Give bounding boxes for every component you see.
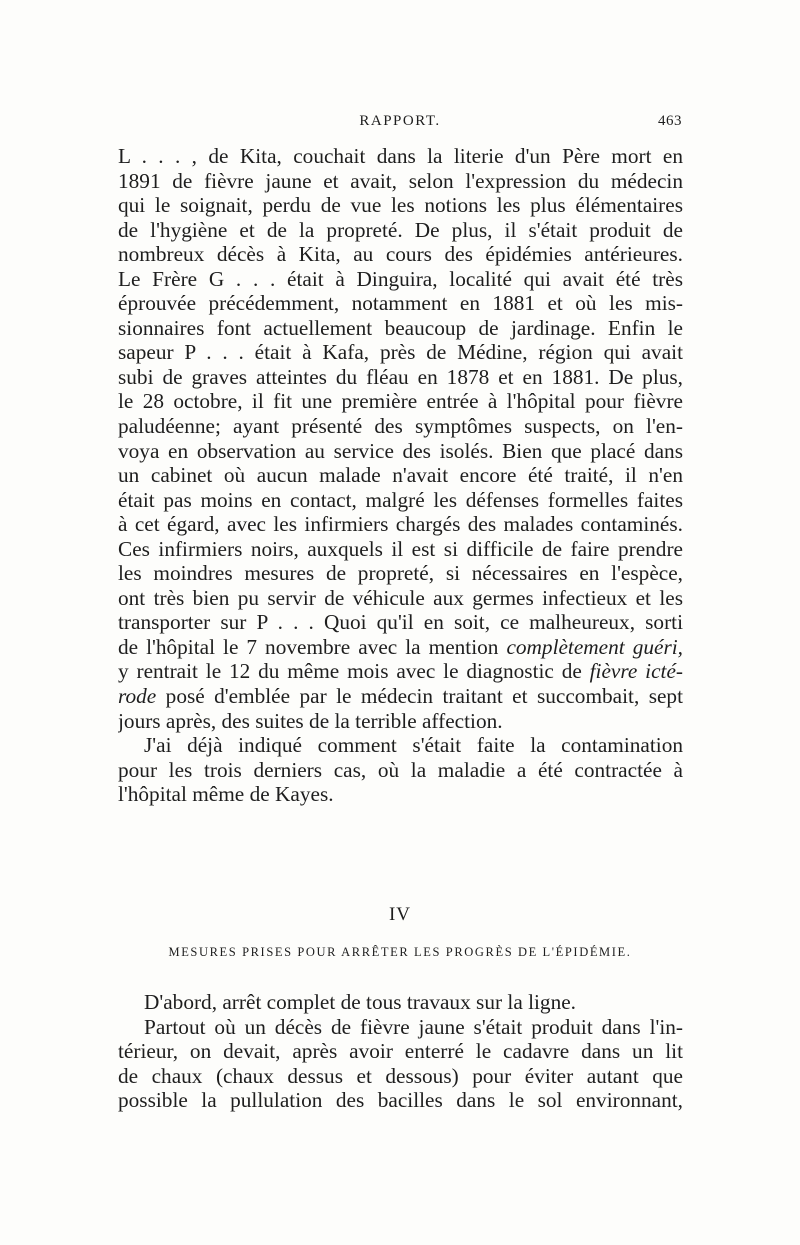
page-number: 463 [658, 113, 682, 129]
text-line: de l'hygiène et de la propreté. De plus, il s'était produit de [118, 217, 683, 242]
text-line: Partout où un décès de fièvre jaune s'était produit dans l'in- [144, 1014, 683, 1039]
text-line [118, 684, 683, 709]
italic-phrase: complètement guéri, [506, 634, 683, 659]
text-line: possible la pullulation des bacilles dans le sol environnant, [118, 1088, 683, 1113]
section-title: MESURES PRISES POUR ARRÊTER LES PROGRÈS DE L'ÉPIDÉMIE. [168, 945, 632, 959]
text-line: qui le soignait, perdu de vue les notions les plus élémentaires [118, 193, 683, 218]
text-line: 1891 de fièvre jaune et avait, selon l'expression du médecin [118, 168, 683, 193]
text-line: le 28 octobre, il fit une première entrée à l'hôpital pour fièvre [118, 389, 683, 414]
text-line: térieur, on devait, après avoir enterré le cadavre dans un lit [118, 1039, 683, 1064]
text-line: Ces infirmiers noirs, auxquels il est si difficile de faire prendre [118, 536, 683, 561]
text-line: l'hôpital même de Kayes. [118, 782, 334, 807]
text-line: transporter sur P . . . Quoi qu'il en soit, ce malheureux, sorti [118, 610, 683, 635]
paragraph-3 [118, 990, 683, 1015]
running-title: RAPPORT. [359, 113, 441, 129]
italic-phrase: fièvre icté- [589, 659, 683, 684]
text-run: y rentrait le 12 du même mois avec le diagnostic de [118, 659, 590, 684]
text-line: à cet égard, avec les infirmiers chargés des malades contaminés. [118, 512, 683, 537]
text-line: sionnaires font actuellement beaucoup de jardinage. Enfin le [118, 315, 683, 340]
section-number: IV [388, 904, 412, 925]
text-line: J'ai déjà indiqué comment s'était faite la contamination [144, 733, 683, 758]
text-line: jours après, des suites de la terrible affection. [118, 708, 503, 733]
text-line: pour les trois derniers cas, où la maladie a été contractée à [118, 757, 683, 782]
text-line: nombreux décès à Kita, au cours des épidémies antérieures. [118, 242, 683, 267]
text-line: de chaux (chaux dessus et dessous) pour éviter autant que [118, 1063, 683, 1088]
paragraph-2 [118, 733, 683, 807]
text-line: subi de graves atteintes du fléau en 1878 et en 1881. De plus, [118, 364, 683, 389]
main-text-block [118, 144, 683, 807]
text-line: paludéenne; ayant présenté des symptômes suspects, on l'en- [118, 414, 683, 439]
text-line: les moindres mesures de propreté, si nécessaires en l'espèce, [118, 561, 683, 586]
text-line [118, 635, 683, 660]
text-line: ont très bien pu servir de véhicule aux germes infectieux et les [118, 585, 683, 610]
text-line: D'abord, arrêt complet de tous travaux sur la ligne. [144, 990, 577, 1014]
italic-phrase: rode [118, 684, 157, 709]
text-line: L . . . , de Kita, couchait dans la literie d'un Père mort en [118, 144, 683, 168]
running-head [0, 113, 800, 137]
section-text-block [118, 990, 683, 1113]
paragraph-4 [118, 1015, 683, 1113]
text-line: éprouvée précédemment, notamment en 1881 et où les mis- [118, 291, 683, 316]
paragraph-1 [118, 144, 683, 733]
text-line: un cabinet où aucun malade n'avait encore été traité, il n'en [118, 463, 683, 488]
text-run: posé d'emblée par le médecin traitant et succombait, sept [156, 684, 683, 709]
text-line: était pas moins en contact, malgré les défenses formelles faites [118, 487, 683, 512]
text-line: Le Frère G . . . était à Dinguira, localité qui avait été très [118, 266, 683, 291]
text-line: sapeur P . . . était à Kafa, près de Médine, région qui avait [118, 340, 683, 365]
text-line [118, 659, 683, 684]
text-line: voya en observation au service des isolés. Bien que placé dans [118, 438, 683, 463]
text-run: de l'hôpital le 7 novembre avec la mention [118, 634, 507, 659]
